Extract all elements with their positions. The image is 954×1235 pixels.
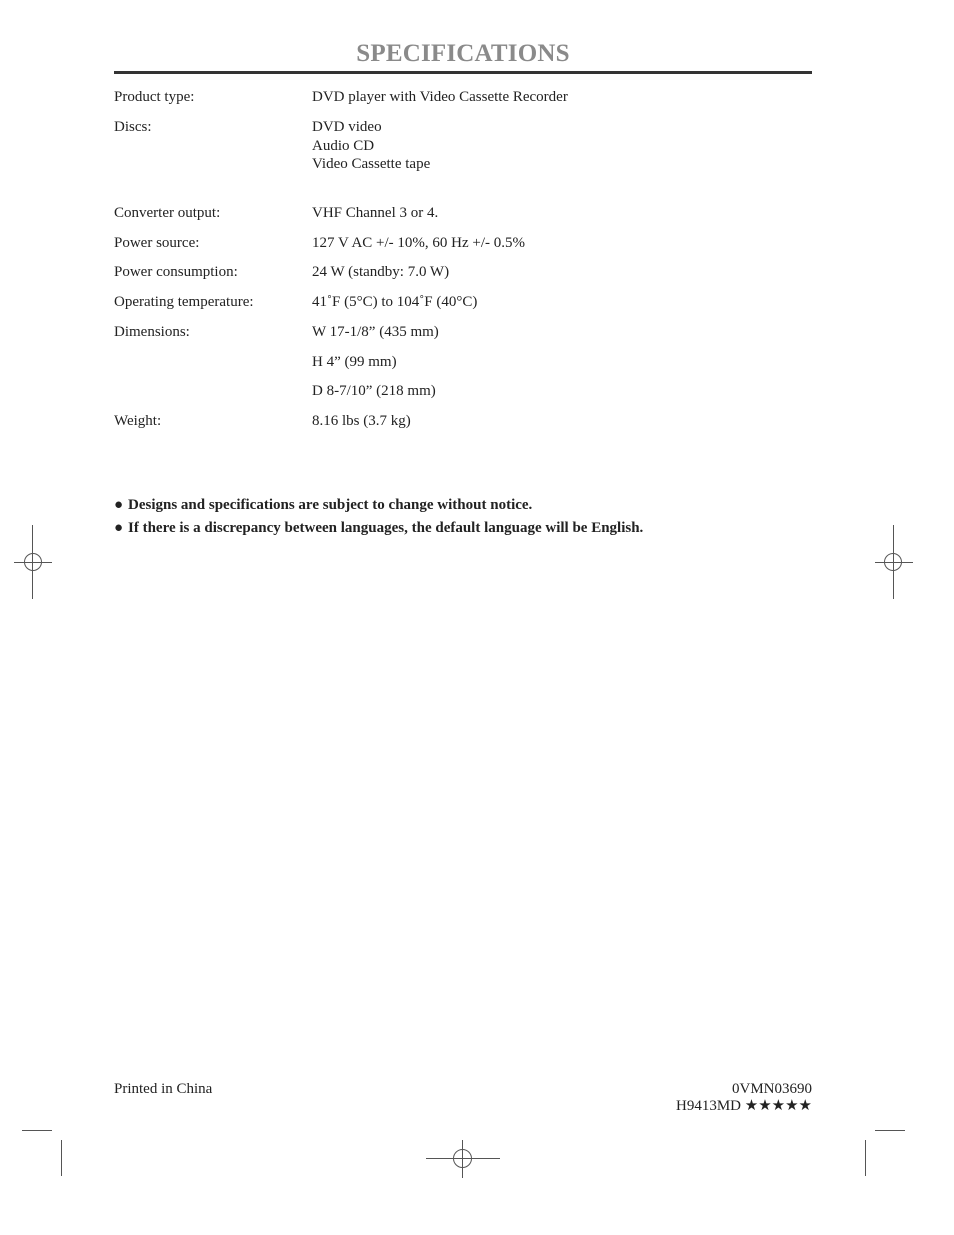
spec-value-line: DVD video (312, 119, 382, 135)
spec-value (312, 204, 438, 223)
title-divider (114, 71, 812, 74)
footer-code-primary: 0VMN03690 (731, 1081, 812, 1097)
spec-label: Weight: (114, 413, 162, 429)
spec-value-line: H 4” (99 mm) (312, 354, 397, 370)
notes-list (114, 494, 643, 540)
spec-value-line: 8.16 lbs (3.7 kg) (312, 413, 411, 429)
spec-label: Discs: (114, 119, 152, 135)
spec-value-line: DVD player with Video Cassette Recorder (312, 89, 568, 105)
spec-value-line: Audio CD (312, 137, 375, 154)
spec-value-line: 24 W (standby: 7.0 W) (312, 264, 450, 280)
page-title: SPECIFICATIONS (356, 40, 570, 67)
bullet-icon: ● (114, 520, 124, 536)
note-text: If there is a discrepancy between languages, the default language will be English. (128, 520, 644, 536)
spec-value (312, 323, 439, 342)
note-item (114, 494, 643, 517)
spec-value (312, 353, 397, 372)
spec-value (312, 293, 477, 312)
spec-value-line: 41˚F (5°C) to 104˚F (40°C) (312, 294, 478, 310)
spec-value (312, 412, 411, 431)
spec-value-line: W 17-1/8” (435 mm) (312, 324, 439, 340)
spec-label: Power source: (114, 235, 200, 251)
footer-code-secondary: H9413MD ★★★★★ (676, 1098, 812, 1114)
spec-value (312, 234, 525, 253)
spec-value (312, 263, 449, 282)
spec-label: Product type: (114, 89, 195, 105)
spec-value-line: D 8-7/10” (218 mm) (312, 383, 436, 399)
spec-value (312, 382, 436, 401)
note-text: Designs and specifications are subject to change without notice. (128, 497, 533, 513)
spec-label: Dimensions: (114, 324, 190, 340)
note-item (114, 517, 643, 540)
spec-value-line: Video Cassette tape (312, 156, 431, 172)
spec-value (312, 88, 568, 107)
bullet-icon: ● (114, 497, 124, 513)
footer-printed-in: Printed in China (114, 1081, 213, 1097)
spec-value-line: VHF Channel 3 or 4. (312, 205, 439, 221)
spec-value-line: 127 V AC +/- 10%, 60 Hz +/- 0.5% (312, 235, 526, 251)
spec-label: Power consumption: (114, 264, 238, 280)
spec-label: Operating temperature: (114, 294, 254, 310)
spec-label: Converter output: (114, 205, 221, 221)
footer-codes (676, 1081, 812, 1115)
spec-value (312, 118, 430, 174)
